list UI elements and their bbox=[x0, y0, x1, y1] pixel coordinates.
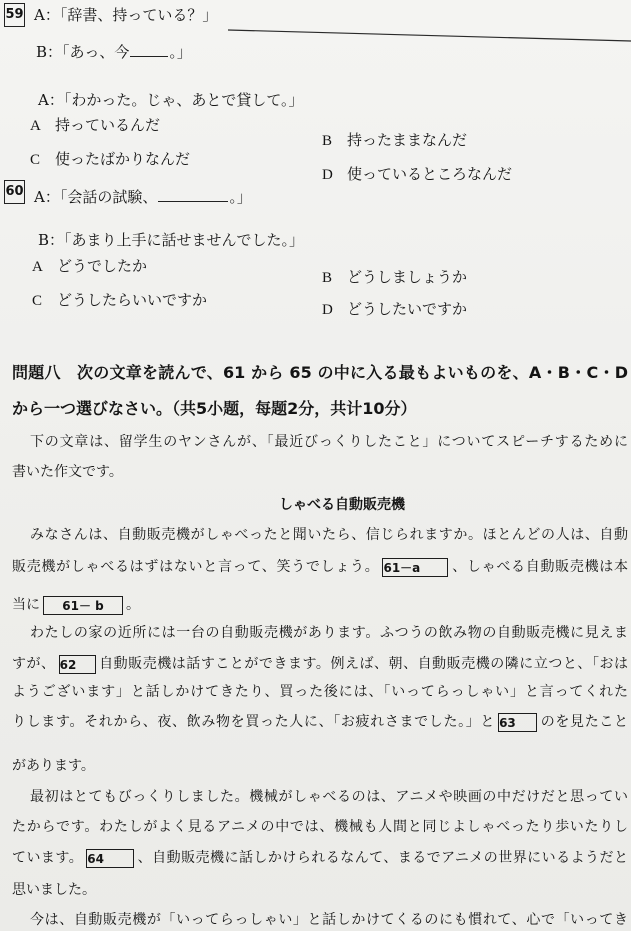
q60-line-a-pre: A：「会話の試験、 bbox=[34, 188, 158, 206]
section-heading-line-2: から一つ選びなさい。（共5小题，每题2分，共计10分） bbox=[12, 399, 417, 418]
text-segment: 販売機がしゃべるはずはないと言って、笑うでしょう。 bbox=[12, 559, 380, 575]
passage-line: たからです。わたしがよく見るアニメの中では、機械も人間と同じよしゃべったり歩いたりし bbox=[12, 819, 628, 835]
option-label: A bbox=[30, 118, 41, 134]
q59-line-b-pre: B：「あっ、今 bbox=[36, 43, 130, 61]
option-text: 持っているんだ bbox=[55, 116, 161, 134]
q59-option-d bbox=[322, 164, 512, 184]
option-text: 使ったばかりなんだ bbox=[55, 150, 191, 168]
q59-option-b bbox=[322, 130, 467, 150]
q59-line-b-post: 。」 bbox=[169, 43, 192, 61]
blank-61a: 61－a bbox=[382, 558, 448, 577]
q59-option-c bbox=[30, 149, 190, 169]
q60-line-a bbox=[34, 187, 252, 207]
passage-line bbox=[12, 711, 628, 735]
passage-line: わたしの家の近所には一台の自動販売機があります。ふつうの飲み物の自動販売機に見えま bbox=[30, 625, 628, 641]
option-label: D bbox=[322, 167, 333, 183]
q60-line-b: B：「あまり上手に話せませんでした。」 bbox=[38, 231, 305, 249]
option-text: 持ったままなんだ bbox=[347, 131, 468, 149]
option-text: どうしましょうか bbox=[347, 268, 468, 286]
option-label: D bbox=[322, 302, 333, 318]
text-segment: りします。それから、夜、飲み物を買った人に、「お疲れさまでした。」と bbox=[12, 714, 496, 730]
q59-answer-blank bbox=[130, 43, 168, 57]
intro-line-2: 書いた作文です。 bbox=[12, 464, 123, 480]
passage-line: 思いました。 bbox=[12, 882, 96, 898]
text-segment: 自動販売機は話すことができます。例えば、朝、自動販売機の隣に立つと、「おは bbox=[98, 656, 628, 672]
option-label: C bbox=[32, 293, 43, 309]
passage-line: があります。 bbox=[12, 758, 95, 774]
q59-line-a1: A：「辞書、持っている？」 bbox=[34, 6, 218, 24]
blank-64: 64 bbox=[86, 849, 134, 868]
text-segment: 、自動販売機に話しかけられるなんて、まるでアニメの世界にいるようだと bbox=[137, 850, 628, 866]
question-number-60: 60 bbox=[4, 180, 25, 204]
passage-line bbox=[12, 653, 628, 677]
option-label: B bbox=[322, 270, 333, 286]
passage-line: みなさんは、自動販売機がしゃべったと聞いたら、信じられますか。ほとんどの人は、自動 bbox=[30, 527, 628, 543]
text-segment: 当に bbox=[12, 597, 40, 613]
option-label: B bbox=[322, 133, 333, 149]
passage-line bbox=[12, 847, 628, 871]
text-segment: 。 bbox=[126, 597, 140, 613]
option-label: C bbox=[30, 152, 41, 168]
passage-title: しゃべる自動販売機 bbox=[279, 497, 405, 513]
q60-option-b bbox=[322, 267, 467, 287]
q60-option-d bbox=[322, 299, 467, 319]
q60-line-a-post: 。」 bbox=[229, 188, 252, 206]
blank-61b: 61－ b bbox=[43, 596, 123, 615]
option-text: どうしたらいいですか bbox=[57, 291, 208, 309]
text-segment: 、しゃべる自動販売機は本 bbox=[451, 559, 628, 575]
q59-line-b bbox=[36, 42, 192, 62]
blank-63: 63 bbox=[498, 713, 537, 732]
q59-line-a2: A：「わかった。じゃ、あとで貸して。」 bbox=[38, 91, 304, 109]
option-text: どうしたいですか bbox=[347, 300, 468, 318]
passage-line: 最初はとてもびっくりしました。機械がしゃべるのは、アニメや映画の中だけだと思ってい bbox=[30, 789, 628, 805]
q60-option-a bbox=[32, 256, 147, 276]
passage-line bbox=[12, 556, 628, 580]
q60-option-c bbox=[32, 290, 207, 310]
blank-62: 62 bbox=[59, 655, 96, 674]
option-text: どうでしたか bbox=[57, 257, 148, 275]
intro-line-1: 下の文章は、留学生のヤンさんが、「最近びっくりしたこと」についてスピーチするために bbox=[30, 434, 628, 450]
passage-line: ようございます」と話しかけてきたり、買った後には、「いってらっしゃい」と言ってくれた bbox=[12, 684, 628, 700]
section-heading-line-1: 問題八 次の文章を読んで、61 から 65 の中に入る最もよいものを、A・B・C・D bbox=[12, 363, 628, 382]
passage-line: 今は、自動販売機が「いってらっしゃい」と話しかけてくるのにも慣れて、心で「いってき bbox=[30, 912, 628, 928]
question-number-59: 59 bbox=[4, 3, 25, 27]
text-segment: のを見たこと bbox=[540, 714, 628, 730]
text-segment: ています。 bbox=[12, 850, 84, 866]
passage-line bbox=[12, 594, 628, 618]
option-text: 使っているところなんだ bbox=[347, 165, 513, 183]
option-label: A bbox=[32, 259, 43, 275]
q60-answer-blank bbox=[158, 188, 228, 202]
q59-option-a bbox=[30, 115, 160, 135]
text-segment: すが、 bbox=[12, 656, 56, 672]
